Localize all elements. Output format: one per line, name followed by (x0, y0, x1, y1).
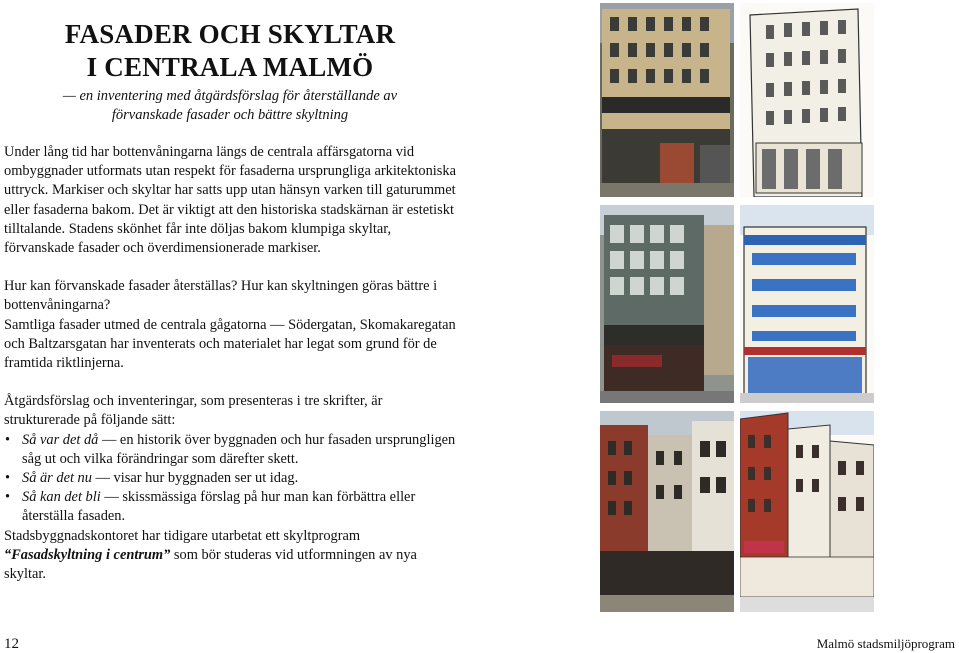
bullet-icon: • (5, 431, 11, 448)
closing-paragraph (4, 527, 460, 585)
bullet-text: — skissmässiga förslag på hur man kan förbättra eller återställa fasaden. (22, 489, 416, 525)
structure-paragraph: Åtgärdsförslag och inventeringar, som presenteras i tre skrifter, är strukturerade på följande sätt: (4, 393, 383, 429)
title-line-2: I CENTRALA MALMÖ (86, 52, 374, 82)
photo-building-1 (600, 3, 734, 197)
bullet-text: — en historik över byggnaden och hur fasaden ursprungligen såg ut och vilka förändringar som därefter skett. (22, 431, 456, 467)
photo-building-2 (600, 205, 734, 403)
bullet-lead: Så kan det bli (22, 489, 101, 506)
list-item (4, 488, 460, 526)
list-item (4, 469, 460, 488)
sketch-building-2 (740, 205, 874, 403)
photo-building-3 (600, 411, 734, 612)
closing-end: som bör studeras vid utformningen av nya skyltar. (4, 546, 417, 583)
bullet-lead: Så var det då (22, 431, 99, 448)
sketch-building-3 (740, 411, 874, 612)
subtitle-line-1: — en inventering med åtgärdsförslag för återställande av (62, 88, 398, 104)
intro-paragraph: Under lång tid har bottenvåningarna längs de centrala affärsgatorna vid ombyggnader utformats utan respekt för fasaderna ursprungliga arkitektoniska uttryck. Markiser och skyltar har satts upp utan hänsyn varken till gaturummet eller fasaderna bakom. Det är viktigt att den historiska stadskärnan är estetiskt tilltalande. Stadens skönhet får inte döljas bakom klumpiga skyltar, förvanskade fasader och överdimensionerade markiser. (4, 144, 456, 257)
bullet-list (4, 431, 460, 527)
closing-start: Stadsbyggnadskontoret har tidigare utarbetat ett skyltprogram (4, 527, 361, 544)
subtitle (20, 87, 440, 125)
question-paragraph: Hur kan förvanskade fasader återställas? Hur kan skyltningen göras bättre i bottenvåningarna? (4, 278, 438, 314)
bullet-icon: • (5, 489, 11, 506)
answer-paragraph: Samtliga fasader utmed de centrala gågatorna — Södergatan, Skomakaregatan och Baltzarsgatan har inventerats och materialet har legat som grund för de framtida riktlinjerna. (4, 316, 456, 372)
list-item (4, 431, 460, 469)
page-number: 12 (4, 636, 19, 652)
title-line-1: FASADER OCH SKYLTAR (64, 19, 396, 49)
subtitle-line-2: förvanskade fasader och bättre skyltning (111, 107, 349, 123)
body-text (4, 143, 460, 584)
bullet-lead: Så är det nu (22, 470, 92, 487)
footer-publication: Malmö stadsmiljöprogram (816, 636, 955, 651)
page-title (40, 18, 420, 84)
sketch-building-1 (740, 3, 874, 197)
bullet-text: — visar hur byggnaden ser ut idag. (91, 470, 299, 487)
bullet-icon: • (5, 470, 11, 487)
program-title: “Fasadskyltning i centrum” (4, 546, 171, 563)
